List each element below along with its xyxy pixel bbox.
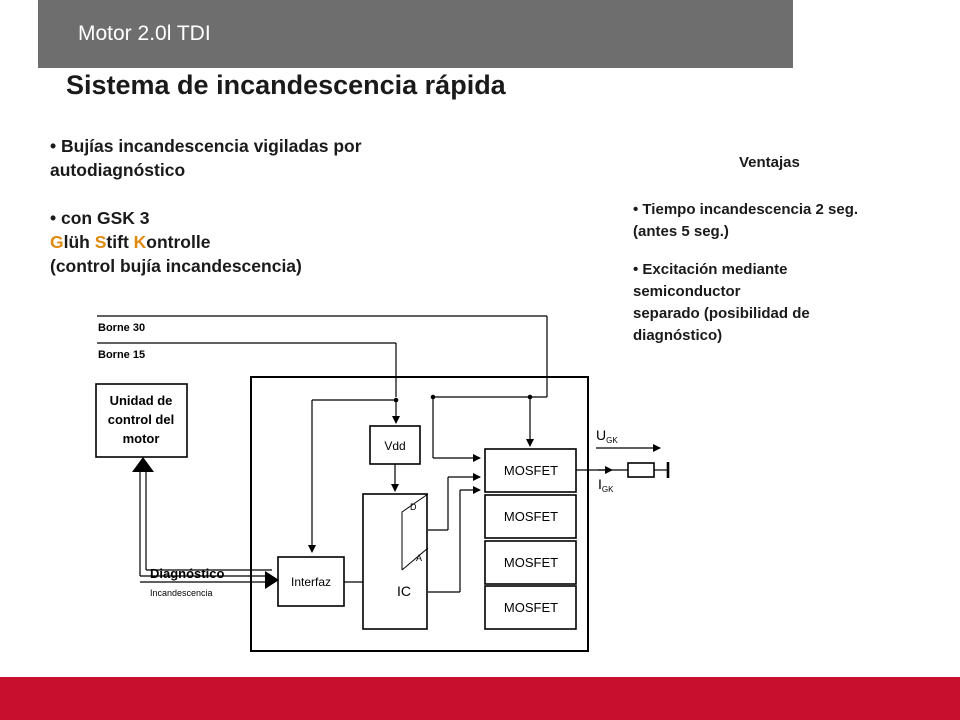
- ic-label: IC: [397, 583, 411, 599]
- gsk-letter: S: [94, 232, 107, 252]
- gsk-rest: lüh: [63, 232, 95, 252]
- bullet-line: (control bujía incandescencia): [50, 256, 302, 276]
- ecu-label: motor: [122, 431, 160, 446]
- mosfet-label: MOSFET: [503, 463, 559, 478]
- ecu-label: Unidad de: [109, 393, 173, 408]
- gsk-letter: K: [133, 232, 147, 252]
- bullet-line: autodiagnóstico: [50, 160, 186, 180]
- vdd-label: Vdd: [384, 439, 406, 453]
- igk-label: $I_{GK}$: [598, 476, 614, 494]
- mosfet-label: MOSFET: [503, 555, 559, 570]
- interfaz-arrow: [265, 571, 279, 589]
- gsk-rest: tift: [106, 232, 134, 252]
- ic-a-label: A: [416, 553, 423, 563]
- advantage-line: semiconductor: [633, 283, 741, 300]
- advantage-line: (antes 5 seg.): [633, 223, 729, 240]
- advantage-line: • Tiempo incandescencia 2 seg.: [633, 201, 859, 218]
- advantage-line: separado (posibilidad de: [633, 305, 810, 322]
- bullet-line: • Bujías incandescencia vigiladas por: [50, 136, 362, 156]
- diag-arrow: [132, 457, 154, 472]
- ecu-label: control del: [107, 412, 175, 427]
- borne15-label: Borne 15: [98, 349, 146, 361]
- ugk-label: $U_{GK}$: [596, 427, 618, 445]
- incandescencia-label: Incandescencia: [150, 588, 213, 598]
- slide-title: Sistema de incandescencia rápida: [66, 70, 506, 100]
- diagnostico-label: Diagnóstico: [150, 566, 225, 581]
- advantage-line: diagnóstico): [633, 327, 723, 344]
- interfaz-label: Interfaz: [290, 575, 332, 589]
- advantage-line: • Excitación mediante: [633, 261, 788, 278]
- header-title: Motor 2.0l TDI: [78, 22, 211, 45]
- advantages-heading: Ventajas: [739, 154, 800, 171]
- bullet-line: • con GSK 3: [50, 208, 150, 228]
- mosfet-label: MOSFET: [503, 600, 559, 615]
- glow-plug: [628, 463, 654, 477]
- mosfet-label: MOSFET: [503, 509, 559, 524]
- ic-d-label: D: [410, 502, 417, 512]
- borne30-label: Borne 30: [98, 322, 146, 334]
- gsk-letter: G: [50, 232, 64, 252]
- gsk-rest: ontrolle: [146, 232, 211, 252]
- footer-bar: [0, 677, 960, 720]
